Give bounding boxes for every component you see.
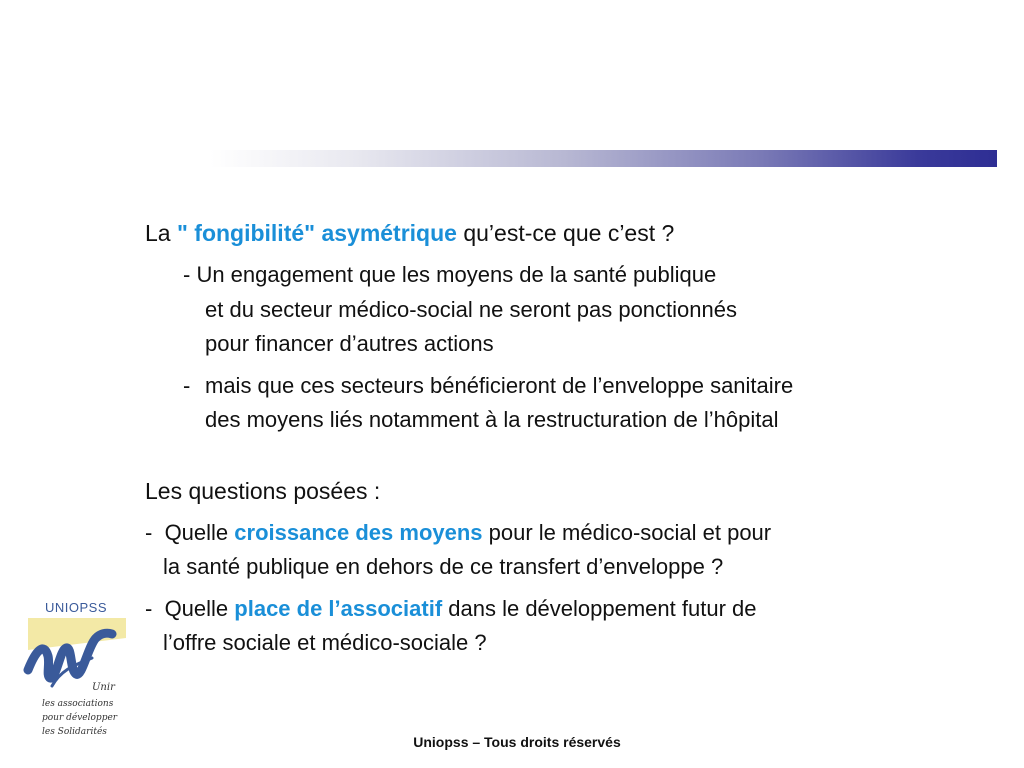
point2-line1: mais que ces secteurs bénéficieront de l’enveloppe sanitaire [205,373,794,398]
question2-line2: l’offre sociale et médico-sociale ? [163,630,487,655]
logo-tagline-1: Unir [92,682,115,693]
question1-line1 [145,520,771,546]
logo-tagline-3: pour développer [42,713,118,723]
question1-line2: la santé publique en dehors de ce transfert d’enveloppe ? [163,554,724,579]
question1-highlight: croissance des moyens [234,520,483,545]
point2-dash: - [183,373,191,398]
point1-line1: - Un engagement que les moyens de la santé publique [183,262,717,287]
question1-dash: - [145,520,153,545]
heading-suffix: qu’est-ce que c’est ? [456,220,675,246]
logo-tagline-2: les associations [42,699,114,709]
question2-prefix: Quelle [164,596,235,621]
point1-line3: pour financer d’autres actions [205,331,494,356]
logo-name: UNIOPSS [44,600,108,615]
question2-dash: - [145,596,153,621]
point2-line2: des moyens liés notamment à la restructuration de l’hôpital [205,407,779,432]
heading-highlight: " fongibilité" asymétrique [176,220,457,246]
question2-line1 [145,596,756,622]
footer [0,734,1024,750]
heading-prefix: La [145,220,177,246]
question1-suffix: pour le médico-social et pour [482,520,772,545]
slide-heading [145,220,674,247]
question1-prefix: Quelle [164,520,235,545]
point1-line2: et du secteur médico-social ne seront pas ponctionnés [205,297,737,322]
footer-text: Uniopss – Tous droits réservés [413,734,621,750]
question2-highlight: place de l’associatif [234,596,443,621]
header-gradient-bar [210,150,997,167]
logo-tagline-4: les Solidarités [42,727,107,737]
question2-suffix: dans le développement futur de [442,596,757,621]
uniopss-logo [22,598,130,740]
questions-heading: Les questions posées : [145,478,381,504]
